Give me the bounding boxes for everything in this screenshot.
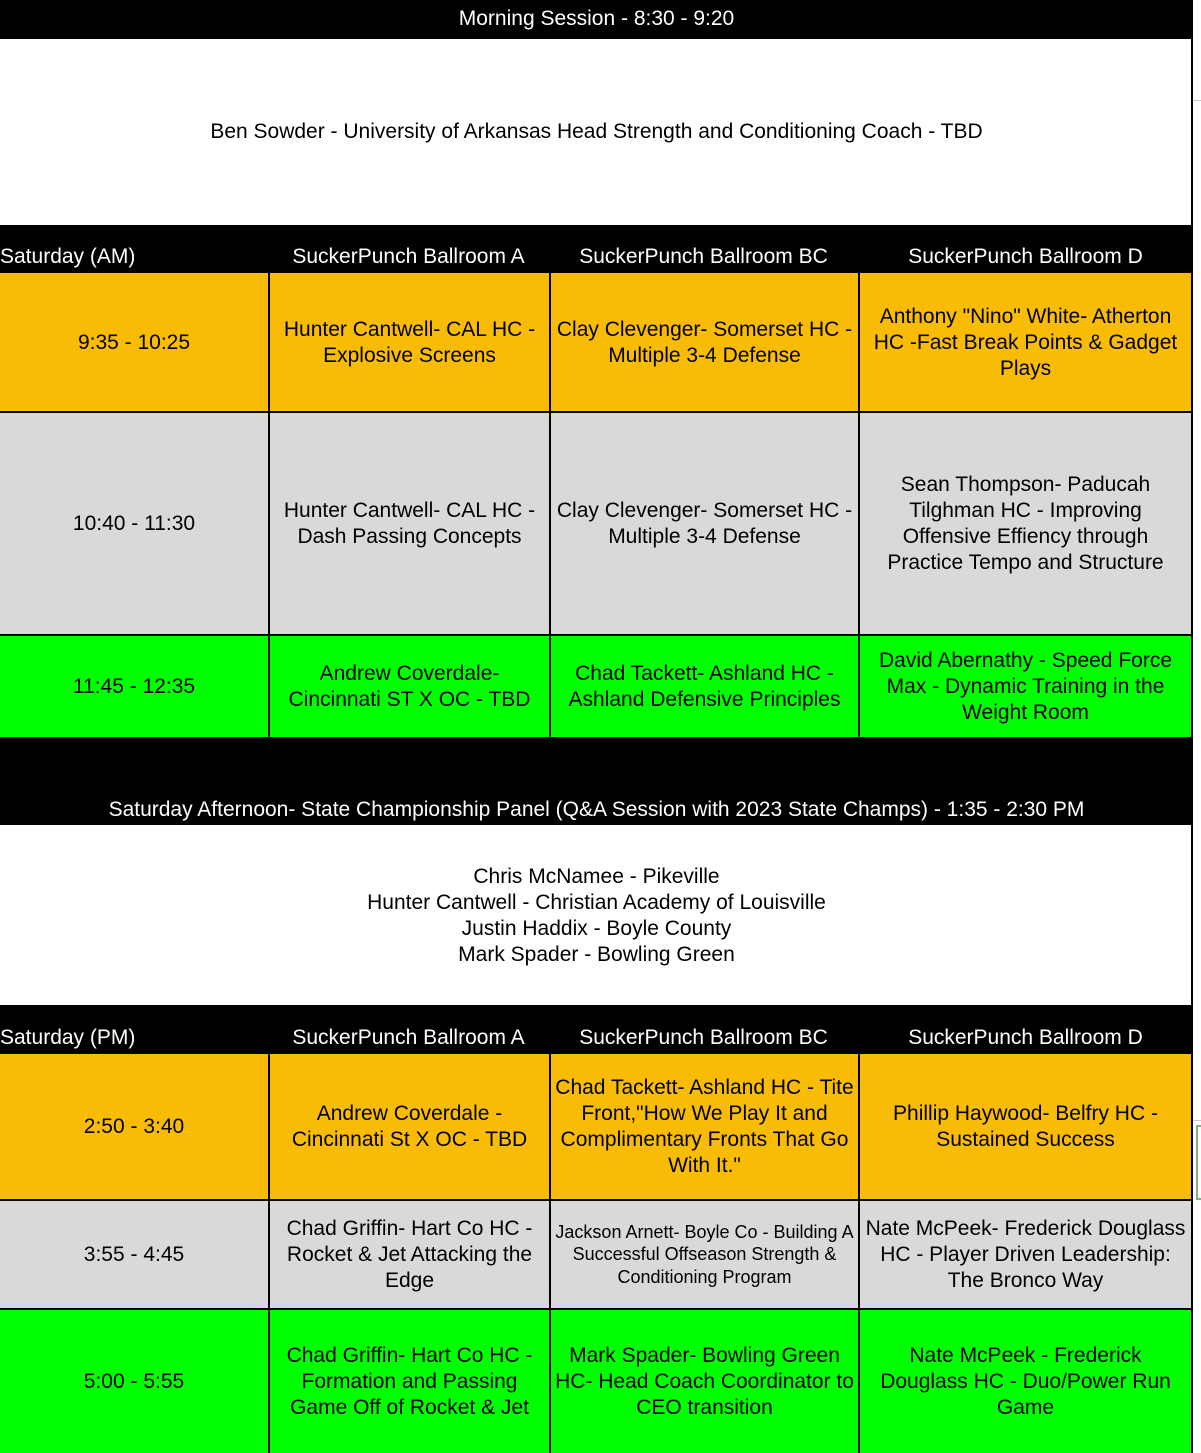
pm-row-2-ballroom-d: Nate McPeek- Frederick Douglass HC - Player Driven Leadership: The Bronco Way xyxy=(860,1201,1193,1308)
pm-row-3-ballroom-d: Nate McPeek - Frederick Douglass HC - Duo/Power Run Game xyxy=(860,1310,1193,1453)
am-row-3-ballroom-a: Andrew Coverdale- Cincinnati ST X OC - TBD xyxy=(270,636,551,737)
am-row-3-time: 11:45 - 12:35 xyxy=(0,636,270,737)
am-row-3-ballroom-bc: Chad Tackett- Ashland HC - Ashland Defensive Principles xyxy=(551,636,860,737)
pm-row-3 xyxy=(0,1310,1193,1453)
am-row-3-ballroom-d: David Abernathy - Speed Force Max - Dynamic Training in the Weight Room xyxy=(860,636,1193,737)
pm-row-3-ballroom-bc: Mark Spader- Bowling Green HC- Head Coach Coordinator to CEO transition xyxy=(551,1310,860,1453)
am-header-ballroom-bc: SuckerPunch Ballroom BC xyxy=(579,245,828,268)
morning-session-title-text: Morning Session - 8:30 - 9:20 xyxy=(458,6,735,30)
selected-cell-edge xyxy=(1196,1125,1201,1200)
panel-names-cell xyxy=(0,827,1193,1005)
pm-header-row xyxy=(0,1005,1193,1054)
am-header-day: Saturday (AM) xyxy=(0,245,136,268)
am-row-1 xyxy=(0,273,1193,412)
pm-row-2-ballroom-a: Chad Griffin- Hart Co HC - Rocket & Jet Attacking the Edge xyxy=(270,1201,551,1308)
pm-header-ballroom-a: SuckerPunch Ballroom A xyxy=(292,1026,525,1049)
pm-row-1-ballroom-d: Phillip Haywood- Belfry HC - Sustained Success xyxy=(860,1054,1193,1200)
am-row-2-time: 10:40 - 11:30 xyxy=(0,413,270,635)
pm-row-1 xyxy=(0,1054,1193,1200)
am-row-2-ballroom-bc: Clay Clevenger- Somerset HC - Multiple 3-4 Defense xyxy=(551,413,860,635)
morning-speaker-cell xyxy=(0,37,1193,225)
pm-row-1-ballroom-bc: Chad Tackett- Ashland HC - Tite Front,"How We Play It and Complimentary Fronts That Go With It." xyxy=(551,1054,860,1200)
pm-row-3-ballroom-a: Chad Griffin- Hart Co HC - Formation and Passing Game Off of Rocket & Jet xyxy=(270,1310,551,1453)
am-row-2 xyxy=(0,413,1193,635)
gridline xyxy=(1193,1120,1201,1121)
panel-name-1: Chris McNamee - Pikeville xyxy=(473,865,720,888)
panel-name-3: Justin Haddix - Boyle County xyxy=(461,917,732,940)
pm-row-1-ballroom-a: Andrew Coverdale - Cincinnati St X OC - TBD xyxy=(270,1054,551,1200)
panel-names-list xyxy=(367,864,826,968)
panel-title-bar xyxy=(0,737,1193,825)
am-row-1-ballroom-a: Hunter Cantwell- CAL HC - Explosive Screens xyxy=(270,273,551,412)
morning-speaker-text: Ben Sowder - University of Arkansas Head Strength and Conditioning Coach - TBD xyxy=(210,120,983,143)
pm-header-ballroom-d: SuckerPunch Ballroom D xyxy=(908,1026,1143,1049)
pm-row-3-time: 5:00 - 5:55 xyxy=(0,1310,270,1453)
am-row-3 xyxy=(0,636,1193,737)
pm-header-day: Saturday (PM) xyxy=(0,1026,136,1049)
panel-name-2: Hunter Cantwell - Christian Academy of Louisville xyxy=(367,891,826,914)
am-header-ballroom-a: SuckerPunch Ballroom A xyxy=(292,245,525,268)
am-row-1-time: 9:35 - 10:25 xyxy=(0,273,270,412)
pm-row-1-time: 2:50 - 3:40 xyxy=(0,1054,270,1200)
pm-row-2 xyxy=(0,1201,1193,1308)
am-row-2-ballroom-d: Sean Thompson- Paducah Tilghman HC - Improving Offensive Effiency through Practice Tempo and Structure xyxy=(860,413,1193,635)
am-row-1-ballroom-bc: Clay Clevenger- Somerset HC - Multiple 3-4 Defense xyxy=(551,273,860,412)
am-header-ballroom-d: SuckerPunch Ballroom D xyxy=(908,245,1143,268)
gridline xyxy=(1193,100,1201,101)
pm-row-2-time: 3:55 - 4:45 xyxy=(0,1201,270,1308)
am-row-2-ballroom-a: Hunter Cantwell- CAL HC - Dash Passing Concepts xyxy=(270,413,551,635)
right-border xyxy=(1191,0,1193,1453)
pm-row-2-ballroom-bc: Jackson Arnett- Boyle Co - Building A Successful Offseason Strength & Conditioning Program xyxy=(551,1201,860,1308)
pm-header-ballroom-bc: SuckerPunch Ballroom BC xyxy=(579,1026,828,1049)
am-header-row xyxy=(0,225,1193,273)
am-row-1-ballroom-d: Anthony "Nino" White- Atherton HC -Fast Break Points & Gadget Plays xyxy=(860,273,1193,412)
morning-session-title xyxy=(0,0,1193,37)
panel-name-4: Mark Spader - Bowling Green xyxy=(458,943,735,966)
panel-title: Saturday Afternoon- State Championship Panel (Q&A Session with 2023 State Champs) - 1:35 - 2:30 PM xyxy=(108,798,1085,821)
